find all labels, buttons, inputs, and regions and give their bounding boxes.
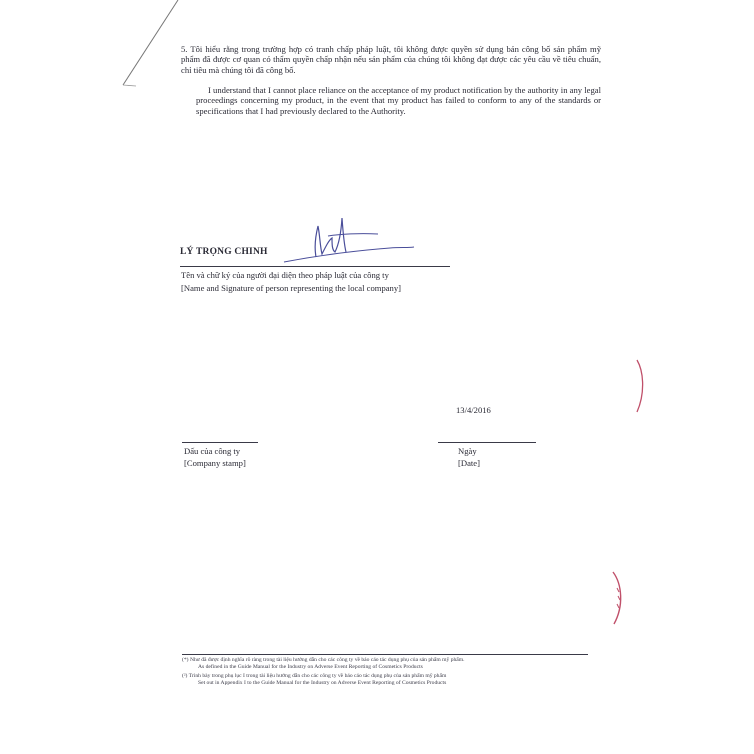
date-label-vn: Ngày: [458, 446, 477, 456]
stamp-line: [182, 442, 258, 443]
footnote-separator: [182, 654, 588, 655]
signatory-name: LÝ TRỌNG CHINH: [180, 247, 268, 257]
clause-5-english: I understand that I cannot place reliance on the acceptance of my product notification by the authority in any legal proceedings concerning my product, in the event that my product has failed to conform to any of the standards or specifications that I had previously declared to the Authority.: [196, 85, 601, 116]
clause-vietnamese-text: Tôi hiểu rằng trong trường hợp có tranh chấp pháp luật, tôi không được quyền sử dụng bản công bố sản phẩm mỹ phẩm đã được cơ quan có thẩm quyền chấp nhận nếu sản phẩm của chúng tôi không đạt được các yêu cầu về tiêu chuẩn, chỉ tiêu mà chúng tôi đã công bố.: [181, 44, 601, 75]
handwritten-signature: [280, 212, 420, 274]
partial-stamp-lower: [608, 570, 628, 626]
signature-line: [180, 266, 450, 267]
partial-stamp-upper: [634, 358, 648, 414]
date-line: [438, 442, 536, 443]
signatory-label-vn: Tên và chữ ký của người đại diện theo pháp luật của công ty: [181, 270, 389, 280]
footnote-2-marker: (²): [182, 673, 188, 679]
date-value: 13/4/2016: [456, 405, 491, 415]
footnote-1-marker: (*): [182, 657, 189, 663]
footnote-2-en: Set out in Appendix I to the Guide Manual for the Industry on Adverse Event Reporting of Cosmetics Products: [198, 679, 447, 686]
stamp-label-vn: Dấu của công ty: [184, 446, 241, 456]
date-label-en: [Date]: [458, 458, 480, 468]
clause-5-vietnamese: [181, 44, 601, 75]
stamp-label-en: [Company stamp]: [184, 458, 246, 468]
footnote-2: [182, 673, 446, 687]
footnote-1-en: As defined in the Guide Manual for the Industry on Adverse Event Reporting of Cosmetics Products: [198, 663, 423, 670]
footnote-1-vn: Như đã được định nghĩa rõ ràng trong tài liệu hướng dẫn cho các công ty về báo cáo tác dụng phụ của sản phẩm mỹ phẩm.: [189, 657, 465, 663]
page-fold-edge: [118, 0, 188, 90]
footnote-1: [182, 657, 465, 671]
clause-number: 5.: [181, 44, 188, 54]
signatory-label-en: [Name and Signature of person representing the local company]: [181, 283, 402, 293]
footnote-2-vn: Trình bày trong phụ lục I trong tài liệu hướng dẫn cho các công ty về báo cáo tác dụng phụ của sản phẩm mỹ phẩm: [188, 673, 447, 679]
